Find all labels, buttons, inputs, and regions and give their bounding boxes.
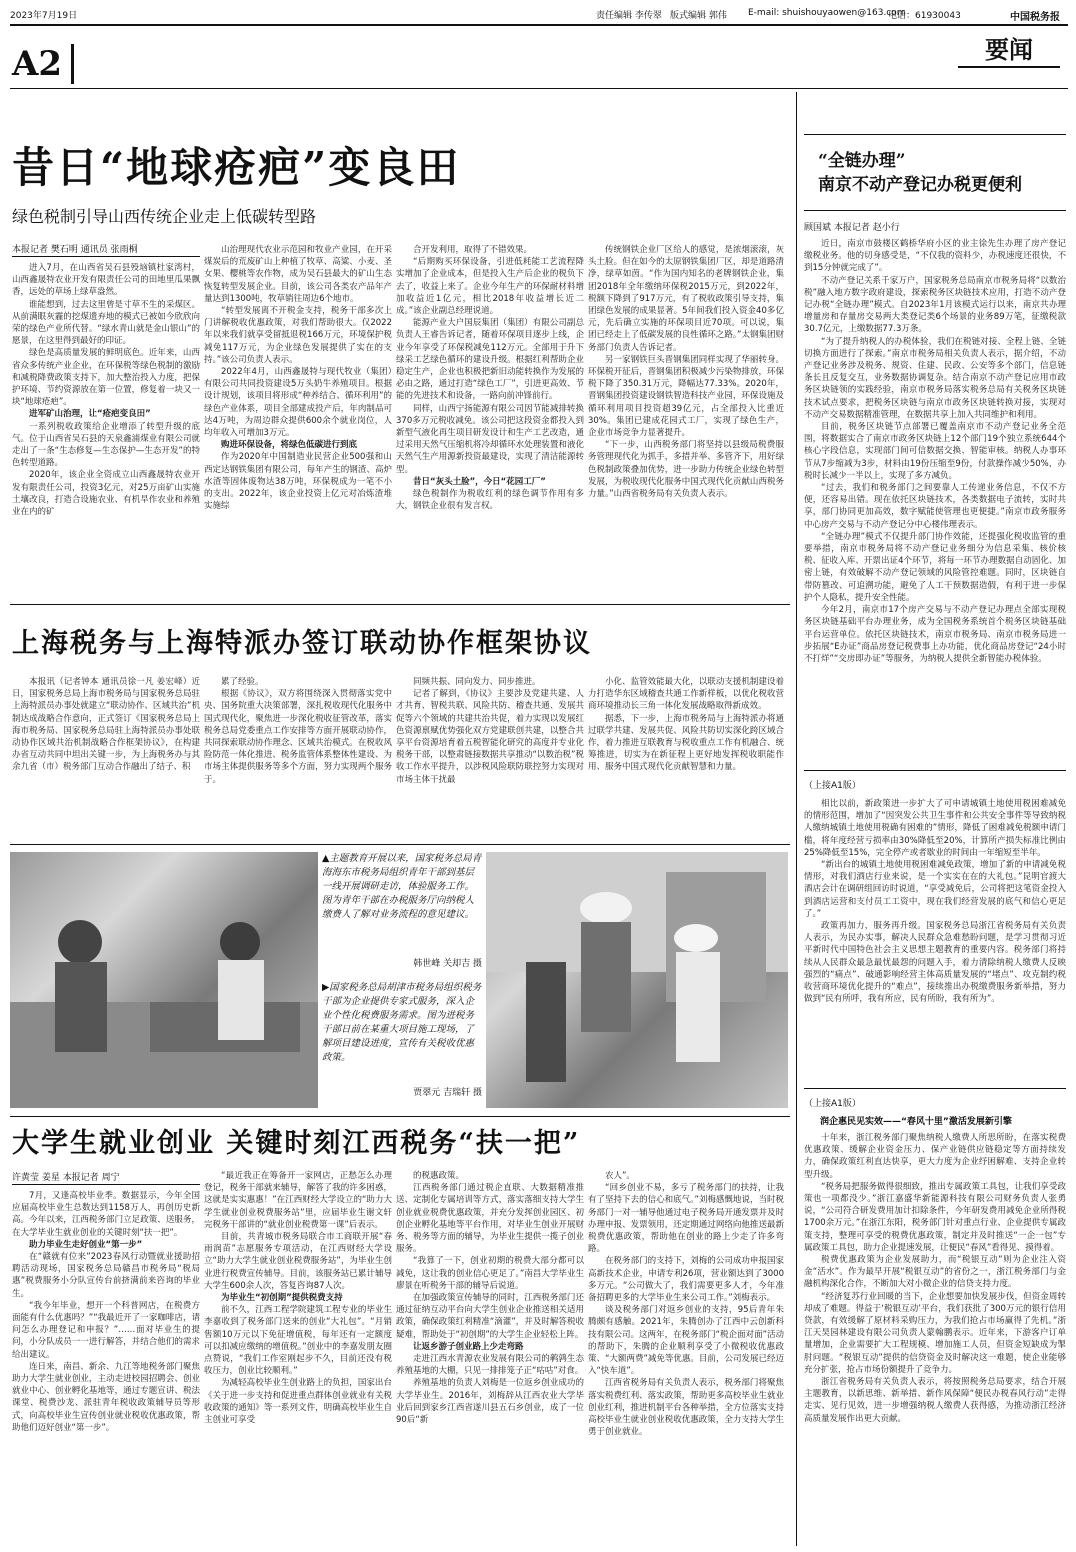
article1-byline: 本报记者 樊石明 通讯员 张雨桐 [12,245,138,255]
paragraph: 同样，山西宁扬能源有限公司因节能减排转换370多万元税收减免。该公司把这段资金都投入到新型气液化再生项目研发设计和生产工艺改造，通过采用天然气压缩机将冷却循环水处理装置和液化天然气生产用源新投资最建设，实现了清洁能源转型。 [396,403,584,475]
paragraph: 政策再加力，服务再升级。国家税务总局浙江省税务局有关负责人表示，为民办实事，解决人民群众急难愁盼问题，是学习贯彻习近平新时代中国特色社会主义思想主题教育的重要内容。税务部门将持续从人民群众最急最忧最怨的问题入手，着力清除纳税人缴费人反映强烈的“痛点”、破通影响经营主体高质量发展的“堵点”、攻克制约税收营商环境优化提升的“难点”，接续推出办税缴费服务新举措，努力做到“民有所呼，我有所应，民有所盼，我有所为”。 [804,921,1066,1005]
paragraph: 根据《协议》，双方将围绕深入贯彻落实党中央、国务院重大决策部署，深扎税收现代化服务中国式现代化，聚焦进一步深化税收征管改革，落实税务总局党委重点工作安排等方面开展联动协作，共同探索联动协作理念、区域共治模式。在税收风险防范一体化推进、税务监管体系整体性建设、为市场主体提供服务等多个方面，努力实现两个服务于。 [204,689,392,785]
paragraph: 进军矿山治理，让“疮疤变良田” [29,409,151,420]
paragraph: 传统钢铁企业厂区给人的感觉，是浓烟滚滚，灰头土脸。但在如今的太原钢铁集团厂区，却是道路清净，绿草如茵。“作为国内知名的老牌钢铁企业，集团2018年全年缴纳环保税2015万元，到2022年，税额下降到了917万元，有了税收政策引导支持，集团绿色发展的成果显著。5年间我们投入资金40多亿元，先后确立实施的环保项目近70项。可以说，集团已经走上了低碳发展的良性循环之路。”太钢集团财务部门负责人告诉记者。 [588,245,784,353]
paragraph: 为减轻高校毕业生创业路上的负担，国家出台《关于进一步支持和促进重点群体创业就业有关税收政策的通知》等一系列文件，明确高校毕业生自主创业可享受 [204,1378,392,1426]
paragraph: 购进环保设备，将绿色低碳进行到底 [221,440,358,451]
divider-1 [10,604,790,605]
paragraph: “新出台的城镇土地使用税困难减免政策，增加了新的申请减免税情形，对我们酒店行业来说，是一个实实在在的大礼包。”昆明官渡大酒店会计在调研组回访时说道，“享受减免后，公司将把这笔资金投入到酒店运营和支付员工工资中，现在我们经营发展的底气和信心更足了。” [804,860,1066,919]
paragraph: 本报讯（记者钟本 通讯员徐一凡 姜宏峰）近日，国家税务总局上海市税务局与国家税务总局驻上海特派员办事处就建立“联动协作、区域共治”机制达成战略合作意向，正式签订《国家税务总局上海市税务局、国家税务总局驻上海特派员办事处联动协作区域共治机制战略合作框架协议》，在构建办省互动共同中坦出关键一步，为上海税务办与其余九省（市）税务部门互动合作融出了结子、积 [12,677,200,773]
photo-tax-hall [10,852,318,1108]
photo-construction-illustration [486,852,788,1108]
paragraph: 记者了解到，《协议》主要涉及党建共建、人才共育、智税共联、风险共防、稽查共通、发展共促等六个领域的共建共治共促，着力实现以发展红色资源禀赋优势强化双方党建联创共建，以整合共享平台资源培育着五税智能化研究的高度并专业化税务干部，以整肃链接数据共享推动“以数治税”税收工作水平提升，以涉税风险联防联控努力实现对市场主体干扰最 [396,689,584,785]
sidebar-divider-1 [804,770,1066,771]
paragraph: 助力毕业生走好创业“第一步” [29,1239,143,1250]
divider-2 [10,844,790,845]
article2-col4 [588,676,784,836]
paragraph: 作为2020年中国制造业民营企业500强和山西定达钢铁集团有限公司，每年产生的钢渣、高炉水渣等固体废物达38万吨，环保税成为一笔不小的支出。2022年，该企业投资上亿元对冶炼渣堆实施综 [204,452,392,512]
paragraph: 在税务部门的支持下，刘梅的公司成功申报国家高新技术企业，申请专利26项，营业额达到了3000多万元。“公司做大了，我们需要更多人才，今年准备招聘更多的大学毕业生来公司工作。”刘梅表示。 [588,1256,784,1304]
sidebar3-heading: 润企惠民见实效——“春风十里”激活发展新引擎 [820,1117,1012,1127]
paragraph: 今年2月，南京市17个房产交易与不动产登记办理点全部实现税务区块链基础平台办理业务，成为全国税务系统首个税务区块链基础平台运营单位。依托区块链技术，南京市税务局、南京市税务局进一步拓展“E办证”商品房登记税费事上办功能，优化商品房登记“24小时不打烊”“交房即办证”等服务，为纳税人提供全新智能办税体验。 [804,605,1066,664]
sidebar1-byline: 顾国斌 本报记者 赵小行 [804,223,900,233]
paragraph: 2022年4月，山西鑫晟特与现代牧业（集团）有限公司共同投资建设5万头奶牛养殖项目。根据设计规划，该项目将形成“种养结合、循环利用”的绿色产业体系，项目全部建成投产后，年肉制品可达4万吨，为周边群众提供600余个就业岗位，人均年收入可增加3万元。 [204,367,392,439]
byline3-rule [12,1184,200,1185]
header-rule [10,88,1068,89]
divider-3 [10,1116,790,1117]
paragraph: 不动产登记关系千家万户，国家税务总局南京市税务局将“以数治税”融入地方数字政府建设，探索税务区块链技术应用，打造不动产登记办税“全链办理”模式。自2023年1月该模式运行以来，南京共办理增量房和存量房交易两大类登记类6个场景的业务89万笔，征缴税款30.7亿元，上缴数据77.3万条。 [804,275,1066,335]
paragraph: 为毕业生“初创期”提供税费支持 [221,1293,343,1304]
sidebar-vertical-rule [796,92,797,1546]
paragraph: 另一家钢铁巨头晋钢集团同样实现了华丽转身。环保税开征后，晋钢集团积极减少污染物排放，环保税下降了350.31万元，降幅达77.33%。2020年，晋钢集团投资建设钢铁智造科技产业园，环保设施及循环利用项目投资超39亿元，占全部投入比重近30%。集团已建成花园式工厂，实现了绿色生产，企业市场竞争力显著提升。 [588,354,784,439]
paragraph: 相比以前，新政策进一步扩大了可申请城镇土地使用税困难减免的情形范围，增加了“因突发公共卫生事件和公共安全事件等导致纳税人缴纳城镇土地使用税确有困难的”情形，降低了困难减免税额申请门槛，将年度经营亏损率由30%降低至20%，计算所产损失标准比例由25%降低至15%，完全停产或者歇业的时间由一年缩短至半年。 [804,799,1066,858]
section-name: 要闻 [985,35,1033,64]
byline-rule [12,256,200,257]
paragraph: 目前，共青城市税务局联合市工商联开展“春雨润苗”志愿服务专项活动，在江西财经大学设立“助力大学生就业创业税费服务站”，为毕业生创业进行税费宣传辅导。目前，该服务站已累计辅导大学生600余人次，答复咨询87人次。 [204,1232,392,1291]
paragraph: 税费优惠政策为企业发展助力，而“税银互动”则为企业注入资金“活水”。作为最早开展“税银互动”的省份之一，浙江税务部门与金融机构深化合作，不断加大对小微企业的信贷支持力度。 [804,1255,1066,1290]
photo-captions [322,852,482,1108]
article3-col1 [12,1190,200,1542]
paragraph: 十年来，浙江税务部门聚焦纳税人缴费人所思所盼，在落实税费优惠政策、缓解企业资金压力、保产业链供应链稳定等方面持续发力，确保政策红利直达快享，更大力度为企业纾困解难、支持企业转型升级。 [804,1133,1066,1180]
issue-date: 2023年7月19日 [10,11,78,21]
paragraph: “最近我正在筹备开一家网店，正愁怎么办理登记，税务干部就来辅导，解答了我的许多困惑，这就是实实惠惠！”在江西财经大学设立的“助力大学生就业创业税费服务站”里，应届毕业生谢文轩完税务干部讲的“就业创业税费第一课”后表示。 [204,1171,392,1230]
paragraph: 小化、监管效能最大化，以联动支援机制建设着力打造华东区域稽查共通工作新样板，以优化税收营商环境推动长三角一体化发展战略取得新成效。 [588,677,784,712]
paragraph: 谁能想到，过去这里曾是寸草不生的采煤区。从前满眼灰霾的挖煤遗弃地的模式已被如今欣欣向荣的绿色产业所代替。“绿水青山就是金山银山”的愿景，在这里得到最好的印证。 [12,299,200,347]
paragraph: 昔日“灰头土脸”，今日“花园工厂” [413,476,546,487]
paragraph: 连日来，南昌、新余、九江等地税务部门聚焦助力大学生就业创业，主动走进校园招聘会、创业就业中心、创业孵化基地等，通过专题宣讲、税法课堂、税费沙龙、派驻青年税收政策辅导员等形式，向高校毕业生宣传创业就业税收优惠政策，帮助他们迈好创业“第一步”。 [12,1361,200,1433]
article2-col1 [12,676,200,836]
article1-col2 [204,244,392,598]
paragraph: 在加强政策宣传辅导的同时，江西税务部门还通过征纳互动平台向大学生创业企业推送相关适用政策，确保政策红利精准“滴灌”，并及时解答税收疑难，帮助处于“初创期”的大学生企业轻松上阵。 [396,1293,584,1340]
paragraph: 江西省税务局有关负责人表示，税务部门将聚焦落实税费红利、落实政策，帮助更多高校毕业生就业创业红利，推进机制平台各种举措，全方位落实支持高校毕业生就业创业税收优惠政策，全力支持大学生勇于创业就业。 [588,1378,784,1438]
page-number: A2 [12,44,74,84]
paragraph: “下一步，山西税务部门将坚持以县级局税费服务管理现代化为抓手，多措并举、多管齐下，用好绿色税制政策叠加优势，进一步助力传统企业绿色转型发展，为税收现代化服务中国式现代化贡献山西税务力量。”山西省税务局有关负责人表示。 [588,440,784,500]
sidebar1-title-1: “全链办理” [818,151,906,171]
phone: 电话：61930043 [888,11,961,21]
sidebar2-body [804,798,1066,1080]
article1-col3 [396,244,584,598]
paragraph: 让返乡游子创业路上少走弯路 [413,1341,524,1352]
paragraph: 养殖基地的负责人刘梅是一位返乡创业成功的大学毕业生。2016年，刘梅辞从江西农业大学毕业后回到家乡江西省遂川县五石乡创业，成了一位90后“新 [396,1378,584,1426]
paragraph: “全链办理”模式不仅提升部门协作效能，还提强化税收监管的重要举措，南京市税务局将不动产登记业务细分为信息采集、核价核税、征收入库、开票出证4个环节，将每一环节办理数据自动固化、加密上链，有效破解不动产登记领域的风险管控难题。同时，区块链自带防篡改、可追溯功能，避免了人工干预数据造假，有利于进一步保护个人隐私，提升安全性能。 [804,531,1066,603]
paragraph: 合开发利用，取得了不错效果。 [413,245,533,255]
article2-title: 上海税务与上海特派办签订联动协作框架协议 [12,628,592,659]
article2-col2 [204,676,392,836]
paragraph: “过去，我们和税务部门之间要靠人工传递业务信息，不仅不方便，还容易出错。现在依托区块链技术，各类数据电子流转，实时共享，部门协同更加高效，数字赋能使管理也更便捷。”南京市政务服务中心房产交易与不动产登记分中心楼伟理表示。 [804,483,1066,530]
email: E-mail: shuishouyaowen@163.com [748,8,906,18]
editor: 责任编辑 李传翠 [596,11,662,21]
article3-byline: 许黄莹 姜星 本报记者 周宁 [12,1173,120,1183]
paragraph: “转型发展离不开税金支持，税务干部多次上门讲解税收优惠政策，对我们帮助很大。仅2022年以来我们就享受留抵退税166万元，环境保护税减免117万元，为企业绿色发展提供了实在的支持。”该公司负责人表示。 [204,306,392,365]
paragraph: 一系列税收政策给企业增添了转型升级的底气。位于山西省吴石县的天泉鑫浦煤业有限公司就走出了一条“生态修复—生态保护—生态开发”的特色转型道路。 [12,421,200,469]
sidebar2-continued: （上接A1版） [804,781,861,791]
paragraph: 累了经验。 [221,677,264,687]
paragraph: 近日，南京市鼓楼区鹤桥华府小区的业主徐先生办理了房产登记缴税业务。他的切身感受是，“不仅我的资料少，办税速度还很快，不到15分钟就完成了”。 [804,239,1066,274]
article1-col1 [12,262,200,598]
paragraph: 同频共振、同向发力、同步推进。 [413,677,541,687]
paragraph: 在“赣就有位来”2023春风行动暨就业援助招聘活动现场，国家税务总局赣昌市税务局“税局惠”税费服务小分队宣传台前挤满前来咨询的毕业生。 [12,1252,200,1299]
photo-construction-site [486,852,788,1108]
paragraph: 的税惠政策。 [413,1171,465,1181]
paragraph: 进入7月，在山西省吴石县殁垴镇杜家湾村，山西鑫晟特农业开发有限责任公司的田地里瓜果飘香，远处的草场上绿草盎然。 [12,263,200,298]
paragraph: 谈及税务部门对返乡创业的支持，95后青年朱腾颇有感触。2021年，朱腾创办了江西中云创新科技有限公司。这两年，在税务部门“税企面对面”活动的帮助下，朱腾的企业顺利享受了小微税收优惠政策、“大额两费”减免等优惠。目前，公司发展已经迈入“快车道”。 [588,1305,784,1377]
photo-tax-hall-illustration [10,852,318,1108]
article3-col4 [588,1170,784,1542]
paragraph: 2020年，该企业全资成立山西鑫晟特农业开发有限责任公司，投资3亿元，对25万亩矿山实施土壤改良，打造合设施农业、有机旱作农业和养殖业在内的矿 [12,470,200,518]
paragraph: 前不久，江西工程学院建筑工程专业的毕业生李嘉收到了税务部门送来的创业“大礼包”。“月销售额10万元以下免征增值税，每年还有一定额度可以扣减应缴纳的增值税。”创业中的李嘉发朋友圈点赞说，“我们工作室刚起步不久，目前还没有税收压力，创业比较顺利。” [204,1305,392,1377]
sidebar-divider-2 [804,1088,1066,1089]
section-underline [958,66,1060,68]
paragraph: “为了提升纳税人的办税体验，我们在税链对接、全程上链、全链切换方面进行了探索。”南京市税务局相关负责人表示，据介绍，不动产登记业务涉及税务、规资、住建、民政、公安等多个部门，信息链条长且反复交互，业务数据协调复杂。结合南京不动产登记应用市政务区块链领的实践经验，南京市税务局落实税务总局有关税务区块链技术试点要求，把税务区块链与南京市政务区块链转换对接，实现对不动产交易数据精准管理，在数据共享上加入共同维护和利用。 [804,336,1066,420]
paragraph: 走进江西水青源农业发展有限公司的鹌鹑生态养殖基地的大棚，只见一排排笼子正“咕咕”对食。 [396,1354,584,1377]
article2-col3 [396,676,584,836]
paragraph: 据悉，下一步，上海市税务局与上海特派办将通过联学共建、发展共促、风险共防切实深化跨区域合作，着力推进互联教育与税收重点工作有机融合、统筹推进，切实为在新征程上更好地发挥税收职能作用、服务中国式现代化贡献智慧和力量。 [588,713,784,773]
caption-2: ▶国家税务总局胡津市税务局组织税务干部为企业提供专家式服务，深入企业个性化税费服务需求。图为进税务干部日前在某重大项目施工现场，了解项目建设进度，宣传有关税收优惠政策。 [322,982,482,1063]
sidebar1-body [804,238,1066,762]
paragraph: 7月，又逢高校毕业季。数据显示，今年全国应届高校毕业生总数达到1158万人，再创历史新高。今年以来，江西税务部门立足政策、送服务，在大学毕业生就业创业的关键时刻“扶一把”。 [12,1191,200,1238]
designer: 版式编辑 郭伟 [670,11,727,21]
paragraph: “回乡创业不易，多亏了税务部门的扶持，让我有了坚持下去的信心和底气。”刘梅感慨地说，当时税务部门一对一辅导他通过电子税务局开通发票并及时办理申报、发票领用，还定期通过网络向他推送最新税费优惠政策，帮助他在创业的路上少走了许多弯路。 [588,1183,784,1255]
paragraph: 浙江省税务局有关负责人表示，将按照税务总局要求，结合开展主题教育，以新思维、新举措、新作风保障“便民办税春风行动”走得走实、见行见效，进一步增强纳税人缴费人获得感，为推动浙江经济高质量发展作出更大贡献。 [804,1377,1066,1424]
paragraph: 绿色是高质量发展的鲜明底色。近年来，山西省众多传统产业企业，在环保税等绿色税制的激励和减税降费政策支持下，加大整治投入力度，把保护环境、节约资源放在第一位置，修复着一块又一块“地球疮疤”。 [12,348,200,408]
article1-col4 [588,244,784,598]
paragraph: “我算了一下，创业初期的税费大部分都可以减免，这让我的创业信心更足了。”南昌大学毕业生廖景在听税务干部的辅导后说道。 [396,1256,584,1291]
sidebar3-body [804,1132,1066,1544]
article3-col2 [204,1170,392,1542]
paragraph: “后期购买环保设备，引进低耗能工艺流程降实增加了企业成本，但是投入生产后企业的税负下去了，收益上来了。企业今年生产的环保耐材料增加收益近1亿元，相比2018年收益增长近二成。”该企业副总经理说道。 [396,257,584,317]
sidebar1-title-2: 南京不动产登记办税更便利 [818,175,1022,195]
paragraph: “我今年毕业，想开一个科普网店，在税费方面能有什么优惠吗？”“我最近开了一家咖啡店，请问怎么办理登记和申报？”……面对毕业生的提问，小分队成员一一进行解答，并结合他们的需求给出建议。 [12,1300,200,1360]
article3-title: 大学生就业创业 关键时刻江西税务“扶一把” [12,1128,581,1159]
article1-title: 昔日“地球疮疤”变良田 [12,143,461,192]
paragraph: 目前，税务区块链节点部署已覆盖南京市不动产登记业务全范围，将数据实合了南京市政务区块链上12个部门19个独立系统644个核心字段信息，实现部门间可信数据交换、智能审核。纳税人办事环节从7步缩减为3步，材料由19份压缩至9份，付款操作减少50%，办税时长减少一半以上，实现了多方减负。 [804,422,1066,481]
sidebar-title-rule [804,210,1066,211]
paragraph: 农人”。 [605,1171,635,1181]
paragraph: “税务局把服务做得很细致，推出专属政策工具包，让我们享受政策也一项都没少。”浙江嘉盛华新能源科技有限公司财务负责人张勇说，“公司符合研发费用加计扣除条件，今年研发费用减免企业所得税1700余万元。”在浙江东阳，税务部门针对重点行业、企业提供专属政策支持，整理可享受的税费优惠政策，制定并及时推送“一企一包”专属政策工具包，助力企业提速发展，让便民“春风”看得见、摸得着。 [804,1181,1066,1253]
paragraph: “经济复苏行业回暖的当下，企业想要加快发展步伐，但资金周转却成了难题。得益于‘税银互动’平台，我们获批了300万元的银行信用贷款，有效缓解了原材料采购压力，为我们抢占市场赢得了先机。”浙江天昊园林建设有限公司负责人蒙翰鹏表示。近年来，下游客户订单量增加，企业需要扩大工程规模、增加施工人员，但资金短缺成为掣肘问题。“税银互动”提供的信贷资金及时解决这一难题，使企业能够充分扩张，抢占市场份额提升了竞争力。 [804,1291,1066,1375]
sidebar3-continued: （上接A1版） [804,1099,861,1109]
top-strip [10,6,1068,22]
credit-2: 贾翠元 吉瑞轩 摄 [413,1088,482,1098]
caption-1: ▲主题教育开展以来，国家税务总局青海海东市税务局组织青年干部到基层一线开展调研走访，体验服务工作。图为青年干部在办税服务厅向纳税人缴费人了解对业务流程的意见建议。 [322,853,482,920]
sidebar-top-rule [804,134,1066,135]
paper-name: 中国税务报 [1010,12,1060,23]
paragraph: 绿色税制作为税收红利的绿色调节作用有多大，钢铁企业很有发言权。 [396,489,584,512]
credit-1: 韩世峰 关却吉 摄 [413,959,482,969]
paragraph: 能源产业大户国辰集团（集团）有限公司副总负责人王睿告诉记者，随着环保项目逐步上线，企业今年享受了环保税减免112万元。全部用于升下绿采工艺绿色循环的建设升级。根据红利帮助企业稳定生产，企业也积极把新旧动能转换作为发展的必由之路，通过打造“绿色工厂”，引进更高效、节能的先进技术和设备，一路向前冲锋前行。 [396,318,584,402]
paragraph: 山治理现代农业示范园和牧业产业园，在开采煤炭后的荒废矿山上种植了牧草、高粱、小麦、圣女果、樱桃等农作物，成为吴石县最大的矿山生态恢复转型发展企业。目前，该公司各类农产品年产量达到1300吨，牧草销往周边6个地市。 [204,245,392,304]
article1-subtitle: 绿色税制引导山西传统企业走上低碳转型路 [12,207,317,226]
paragraph: 江西税务部门通过税企直联、大数据精准推送、定制化专属培训等方式，落实落细支持大学生创业就业税费优惠政策，并充分发挥创业园区、初创企业孵化基地等平台作用，对毕业生创业开展财务、税务等方面的辅导，为毕业生提供一揽子创业服务。 [396,1183,584,1255]
top-rule [10,24,1068,26]
article3-col3 [396,1170,584,1542]
